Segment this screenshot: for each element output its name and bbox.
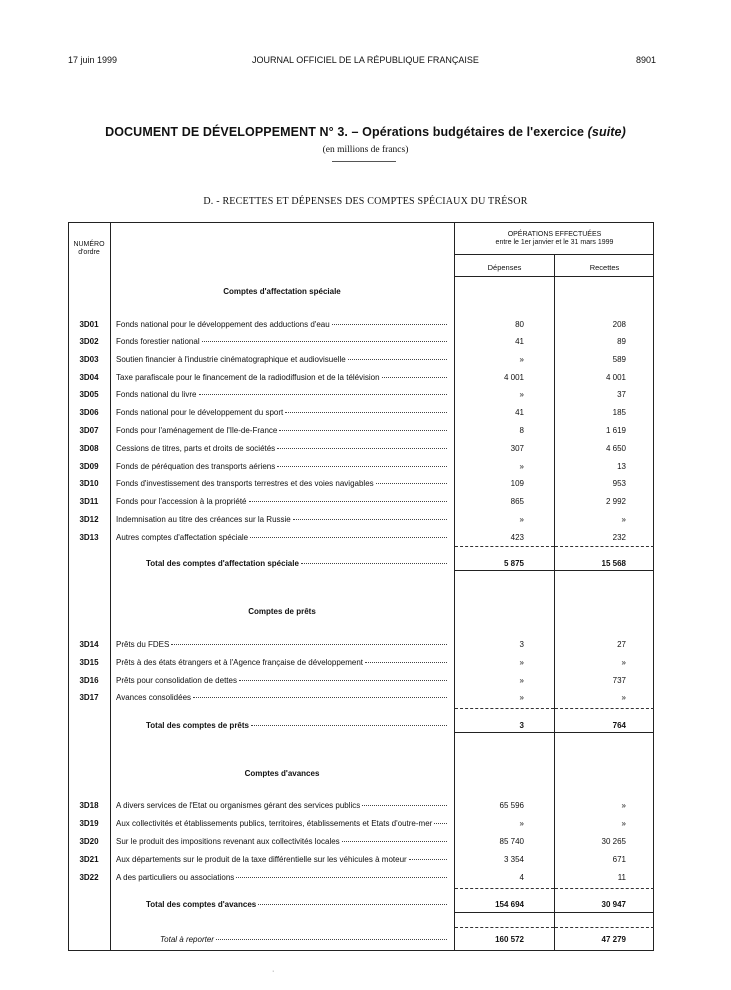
depenses-value: 80 — [515, 320, 524, 329]
depenses-value: 109 — [510, 479, 524, 488]
recettes-value: » — [621, 801, 626, 810]
header-depenses: Dépenses — [487, 263, 522, 272]
total-recettes: 30 947 — [601, 900, 626, 909]
row-label-text: Aux collectivités et établissements publics, territoires, établissements et Etats d'outre-mer — [116, 819, 433, 828]
depenses-value: 3 — [519, 640, 524, 649]
dot-leader — [249, 500, 448, 502]
document-subtitle: (en millions de francs) — [322, 145, 409, 155]
row-label — [116, 515, 447, 524]
total-label-text: Total des comptes d'affectation spéciale — [146, 559, 299, 568]
row-code: 3D01 — [79, 320, 99, 329]
page-speck: · — [272, 968, 275, 975]
dot-leader — [251, 724, 447, 726]
row-code: 3D10 — [79, 479, 99, 488]
row-label — [116, 479, 447, 488]
recettes-value: 737 — [612, 676, 626, 685]
recettes-value: 232 — [612, 533, 626, 542]
report-label — [160, 935, 447, 944]
recettes-value: 671 — [612, 855, 626, 864]
dot-leader — [293, 518, 447, 520]
row-label — [116, 693, 447, 702]
row-label-text: Fonds national pour le développement des adductions d'eau — [116, 320, 330, 329]
total-rule-recettes — [555, 546, 654, 547]
row-label-text: Indemnisation au titre des créances sur la Russie — [116, 515, 291, 524]
report-rule-depenses — [455, 927, 554, 928]
report-rule-recettes — [555, 927, 654, 928]
row-code: 3D04 — [79, 373, 99, 382]
header-operations-line2: entre le 1er janvier et le 31 mars 1999 — [495, 239, 614, 246]
row-code: 3D21 — [79, 855, 99, 864]
row-label-text: Fonds national du livre — [116, 390, 197, 399]
row-label — [116, 337, 447, 346]
total-depenses: 5 875 — [503, 559, 524, 568]
recettes-value: 89 — [617, 337, 626, 346]
row-label — [116, 819, 447, 828]
recettes-value: 4 001 — [605, 373, 626, 382]
row-label — [116, 426, 447, 435]
row-code: 3D02 — [79, 337, 99, 346]
row-code: 3D22 — [79, 873, 99, 882]
recettes-value: 30 265 — [601, 837, 626, 846]
header-journal-title: JOURNAL OFFICIEL DE LA RÉPUBLIQUE FRANÇAISE — [252, 55, 479, 65]
group-separator — [454, 570, 654, 571]
row-label-text: Aux départements sur le produit de la taxe différentielle sur les véhicules à moteur — [116, 855, 407, 864]
dot-leader — [285, 411, 447, 413]
row-code: 3D18 — [79, 801, 99, 810]
row-code: 3D08 — [79, 444, 99, 453]
document-title — [0, 125, 731, 139]
recettes-value: 13 — [617, 462, 626, 471]
row-code: 3D03 — [79, 355, 99, 364]
row-label — [116, 640, 447, 649]
header-numero-line1: NUMÉRO — [73, 241, 105, 248]
row-label-text: A divers services de l'Etat ou organismes gérant des services publics — [116, 801, 361, 810]
row-code: 3D06 — [79, 408, 99, 417]
row-label-text: A des particuliers ou associations — [116, 873, 235, 882]
row-code: 3D20 — [79, 837, 99, 846]
row-label-text: Fonds pour l'aménagement de l'Ile-de-France — [116, 426, 278, 435]
depenses-value: 4 001 — [503, 373, 524, 382]
row-code: 3D14 — [79, 640, 99, 649]
header-operations — [455, 231, 654, 247]
row-label — [116, 533, 447, 542]
total-rule-depenses — [455, 888, 554, 889]
dot-leader — [250, 536, 447, 538]
row-label-text: Fonds forestier national — [116, 337, 200, 346]
document-title-main: DOCUMENT DE DÉVELOPPEMENT N° 3. – Opérations budgétaires de l'exercice — [105, 125, 585, 139]
depenses-value: 865 — [510, 497, 524, 506]
dot-leader — [236, 876, 447, 878]
row-label-text: Avances consolidées — [116, 693, 192, 702]
total-recettes: 15 568 — [601, 559, 626, 568]
depenses-value: 41 — [515, 337, 524, 346]
recettes-value: 27 — [617, 640, 626, 649]
report-label-text: Total à reporter — [160, 935, 214, 944]
total-recettes: 764 — [612, 721, 626, 730]
depenses-value: » — [519, 819, 524, 828]
total-label — [146, 900, 447, 909]
row-code: 3D12 — [79, 515, 99, 524]
total-rule-depenses — [455, 708, 554, 709]
report-depenses: 160 572 — [495, 935, 524, 944]
row-label-text: Prêts du FDES — [116, 640, 170, 649]
row-label-text: Prêts à des états étrangers et à l'Agence française de développement — [116, 658, 364, 667]
row-label-text: Autres comptes d'affectation spéciale — [116, 533, 249, 542]
dot-leader — [199, 393, 448, 395]
dot-leader — [258, 903, 447, 905]
columns-header-rule — [454, 276, 654, 277]
row-code: 3D05 — [79, 390, 99, 399]
subtitle-rule — [332, 161, 396, 162]
total-label-text: Total des comptes de prêts — [146, 721, 249, 730]
row-label — [116, 801, 447, 810]
document-title-suite: (suite) — [587, 125, 626, 139]
dot-leader — [239, 679, 447, 681]
row-label-text: Sur le produit des impositions revenant aux collectivités locales — [116, 837, 340, 846]
row-label — [116, 497, 447, 506]
row-label-text: Prêts pour consolidation de dettes — [116, 676, 237, 685]
recettes-value: 2 992 — [605, 497, 626, 506]
header-numero — [68, 241, 110, 257]
row-code: 3D15 — [79, 658, 99, 667]
total-rule-depenses — [455, 546, 554, 547]
row-label-text: Fonds d'investissement des transports terrestres et des voies navigables — [116, 479, 374, 488]
depenses-value: » — [519, 390, 524, 399]
dot-leader — [279, 429, 447, 431]
row-code: 3D16 — [79, 676, 99, 685]
row-label-text: Cessions de titres, parts et droits de sociétés — [116, 444, 276, 453]
row-label-text: Fonds de péréquation des transports aériens — [116, 462, 276, 471]
header-numero-line2: d'ordre — [78, 249, 100, 256]
row-label-text: Soutien financier à l'industrie cinématographique et audiovisuelle — [116, 355, 346, 364]
depenses-value: » — [519, 515, 524, 524]
recettes-value: » — [621, 819, 626, 828]
row-code: 3D13 — [79, 533, 99, 542]
depenses-value: 3 354 — [503, 855, 524, 864]
row-label — [116, 837, 447, 846]
dot-leader — [362, 804, 447, 806]
recettes-value: 4 650 — [605, 444, 626, 453]
depenses-value: 423 — [510, 533, 524, 542]
row-label — [116, 444, 447, 453]
dot-leader — [277, 465, 447, 467]
recettes-value: 185 — [612, 408, 626, 417]
row-code: 3D09 — [79, 462, 99, 471]
header-date: 17 juin 1999 — [68, 55, 118, 65]
dot-leader — [277, 447, 447, 449]
header-recettes: Recettes — [589, 263, 620, 272]
total-label — [146, 559, 447, 568]
depenses-value: 307 — [510, 444, 524, 453]
dot-leader — [216, 938, 447, 940]
dot-leader — [171, 643, 447, 645]
ops-header-rule — [454, 254, 654, 255]
total-rule-recettes — [555, 888, 654, 889]
row-label — [116, 320, 447, 329]
row-code: 3D17 — [79, 693, 99, 702]
dot-leader — [332, 323, 447, 325]
recettes-value: 208 — [612, 320, 626, 329]
dot-leader — [348, 358, 447, 360]
depenses-value: » — [519, 676, 524, 685]
dot-leader — [301, 562, 447, 564]
row-label — [116, 373, 447, 382]
recettes-value: 37 — [617, 390, 626, 399]
depenses-value: 8 — [519, 426, 524, 435]
group-separator — [454, 732, 654, 733]
dot-leader — [382, 376, 447, 378]
row-code: 3D07 — [79, 426, 99, 435]
dot-leader — [434, 822, 447, 824]
dot-leader — [376, 482, 447, 484]
row-label-text: Fonds national pour le développement du sport — [116, 408, 284, 417]
dot-leader — [365, 661, 447, 663]
depenses-value: 65 596 — [499, 801, 524, 810]
total-label — [146, 721, 447, 730]
recettes-value: » — [621, 515, 626, 524]
row-label — [116, 873, 447, 882]
recettes-value: 11 — [617, 873, 626, 882]
row-label — [116, 658, 447, 667]
group-title: Comptes d'affectation spéciale — [223, 287, 341, 296]
row-label-text: Fonds pour l'accession à la propriété — [116, 497, 247, 506]
row-label — [116, 676, 447, 685]
row-label — [116, 390, 447, 399]
recettes-value: 589 — [612, 355, 626, 364]
row-label — [116, 408, 447, 417]
depenses-value: » — [519, 355, 524, 364]
total-label-text: Total des comptes d'avances — [146, 900, 257, 909]
dot-leader — [193, 696, 447, 698]
group-separator — [454, 912, 654, 913]
group-title: Comptes de prêts — [248, 607, 316, 616]
header-page-number: 8901 — [635, 55, 656, 65]
row-label-text: Taxe parafiscale pour le financement de la radiodiffusion et de la télévision — [116, 373, 380, 382]
header-operations-line1: OPÉRATIONS EFFECTUÉES — [507, 231, 602, 238]
total-rule-recettes — [555, 708, 654, 709]
row-label — [116, 355, 447, 364]
dot-leader — [409, 858, 447, 860]
row-code: 3D19 — [79, 819, 99, 828]
recettes-value: » — [621, 693, 626, 702]
recettes-value: 953 — [612, 479, 626, 488]
row-label — [116, 855, 447, 864]
depenses-value: 41 — [515, 408, 524, 417]
depenses-value: » — [519, 658, 524, 667]
depenses-value: 85 740 — [499, 837, 524, 846]
total-depenses: 154 694 — [495, 900, 524, 909]
dot-leader — [202, 340, 447, 342]
column-divider-number — [110, 222, 111, 951]
depenses-value: » — [519, 693, 524, 702]
group-title: Comptes d'avances — [244, 769, 320, 778]
row-code: 3D11 — [79, 497, 99, 506]
recettes-value: » — [621, 658, 626, 667]
report-recettes: 47 279 — [601, 935, 626, 944]
total-depenses: 3 — [519, 721, 524, 730]
dot-leader — [342, 840, 447, 842]
row-label — [116, 462, 447, 471]
depenses-value: » — [519, 462, 524, 471]
depenses-value: 4 — [519, 873, 524, 882]
section-title: D. - RECETTES ET DÉPENSES DES COMPTES SPÉCIAUX DU TRÉSOR — [203, 196, 528, 207]
recettes-value: 1 619 — [605, 426, 626, 435]
